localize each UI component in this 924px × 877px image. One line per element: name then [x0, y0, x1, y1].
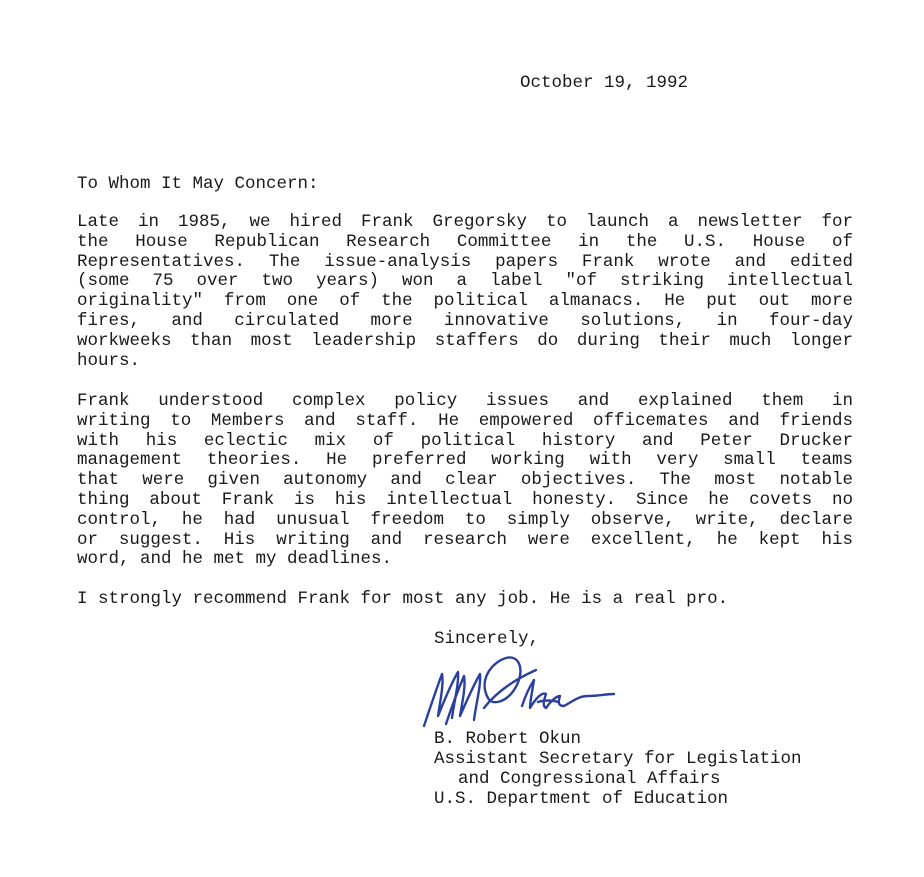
paragraph-line: writing to Members and staff. He empowered officemates and friends [77, 410, 853, 431]
paragraph-line: or suggest. His writing and research were excellent, he kept his [77, 529, 853, 550]
paragraph-line: hours. [77, 350, 141, 371]
paragraph-line: word, and he met my deadlines. [77, 549, 393, 570]
paragraph-line: management theories. He preferred working with very small teams [77, 450, 853, 471]
signer-title-line-2: and Congressional Affairs [458, 769, 721, 789]
paragraph-2 [77, 392, 853, 570]
paragraph-line: with his eclectic mix of political history and Peter Drucker [77, 430, 853, 451]
letter-date: October 19, 1992 [520, 73, 689, 93]
handwritten-signature-icon [418, 650, 618, 732]
paragraph-line: originality" from one of the political almanacs. He put out more [77, 291, 853, 312]
paragraph-line: thing about Frank is his intellectual honesty. Since he covets no [77, 489, 853, 510]
paragraph-3 [77, 590, 853, 610]
signer-name: B. Robert Okun [434, 729, 582, 749]
signature-block [434, 729, 802, 809]
paragraph-line: Representatives. The issue-analysis papers Frank wrote and edited [77, 251, 853, 272]
paragraph-line: I strongly recommend Frank for most any job. He is a real pro. [77, 589, 729, 609]
paragraph-line: fires, and circulated more innovative solutions, in four-day [77, 310, 853, 331]
paragraph-line: Frank understood complex policy issues and explained them in [77, 391, 853, 411]
closing: Sincerely, [434, 629, 540, 649]
paragraph-1 [77, 213, 853, 371]
paragraph-line: Late in 1985, we hired Frank Gregorsky to launch a newsletter for [77, 212, 853, 232]
paragraph-line: control, he had unusual freedom to simply observe, write, declare [77, 509, 853, 530]
salutation: To Whom It May Concern: [77, 174, 319, 194]
paragraph-line: the House Republican Research Committee in the U.S. House of [77, 231, 853, 252]
paragraph-line: workweeks than most leadership staffers do during their much longer [77, 330, 853, 351]
signer-organization: U.S. Department of Education [434, 789, 729, 809]
paragraph-line: that were given autonomy and clear objectives. The most notable [77, 470, 853, 491]
signer-title-line-1: Assistant Secretary for Legislation [434, 749, 802, 769]
paragraph-line: (some 75 over two years) won a label "of striking intellectual [77, 271, 853, 292]
